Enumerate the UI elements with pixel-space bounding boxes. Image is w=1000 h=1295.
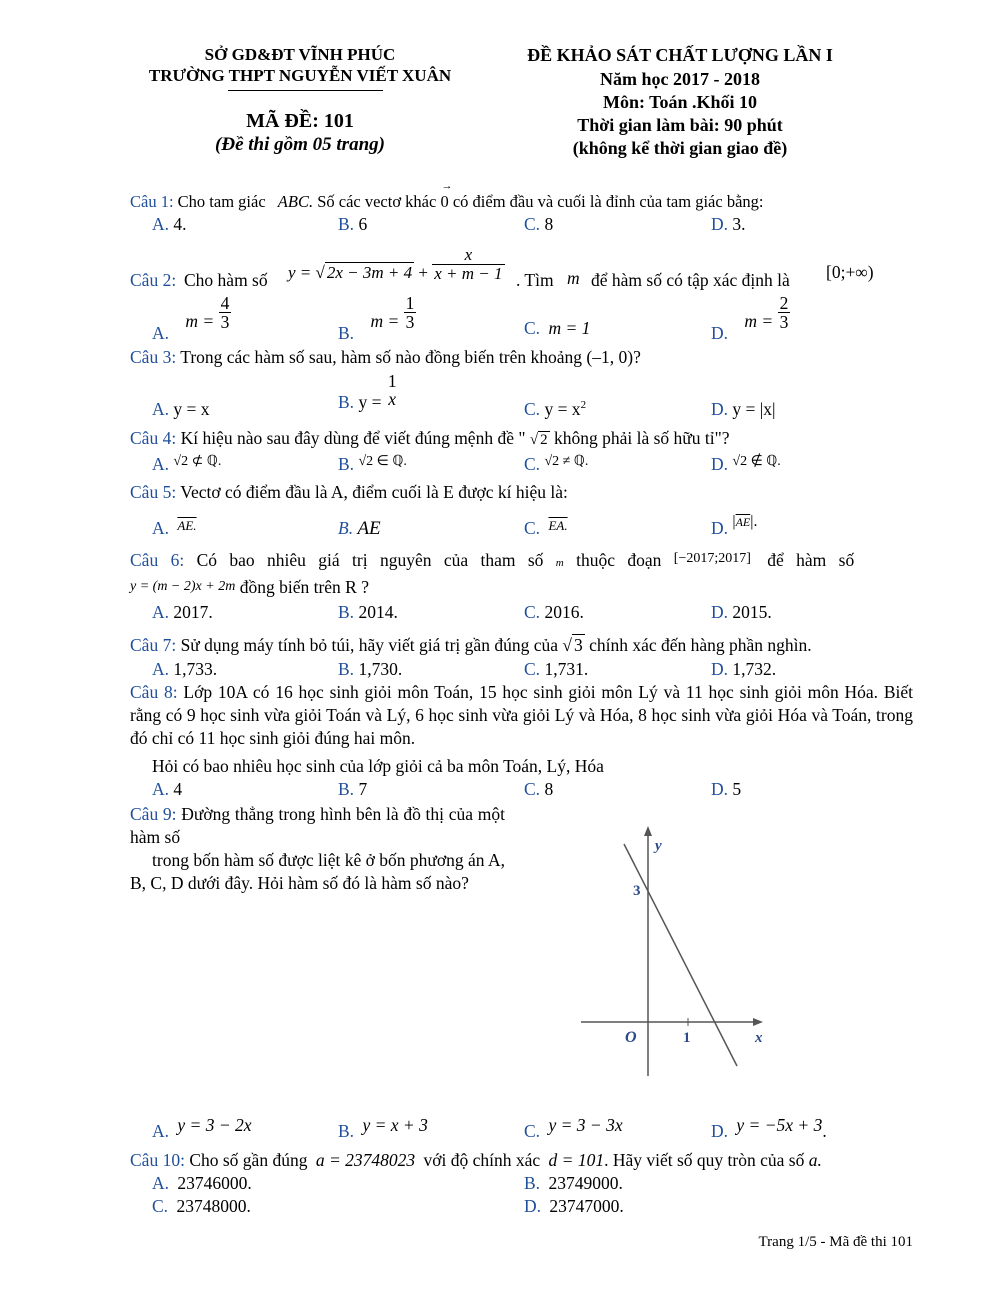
q7-option-a[interactable]: A. 1,733. bbox=[152, 659, 218, 679]
q8-label: Câu 8: bbox=[130, 682, 178, 702]
q2-option-b[interactable]: B. m = $\frac{1}{3}$ bbox=[338, 293, 415, 343]
question-10 bbox=[130, 1150, 822, 1171]
school-name: TRƯỜNG THPT NGUYỄN VIẾT XUÂN bbox=[148, 66, 452, 85]
q7-option-b[interactable]: B. 1,730. bbox=[338, 659, 403, 679]
question-1 bbox=[130, 180, 764, 212]
q10-option-b[interactable]: B. 23749000. bbox=[524, 1173, 623, 1193]
pages-note: (Đề thi gồm 05 trang) bbox=[215, 134, 385, 155]
q4-option-d[interactable]: D. $^{√2 \notin ℚ.}$ bbox=[711, 454, 781, 474]
q7-option-d[interactable]: D. 1,732. bbox=[711, 659, 777, 679]
time-limit: Thời gian làm bài: 90 phút bbox=[577, 115, 783, 135]
x-axis-label: x bbox=[755, 1030, 763, 1046]
q9-graph bbox=[577, 820, 767, 1080]
q10-text-a: Cho số gần đúng bbox=[189, 1150, 308, 1170]
q5-text: Vectơ có điểm đầu là A, điểm cuối là E được kí hiệu là: bbox=[180, 482, 568, 502]
q7-text-a: Sử dụng máy tính bỏ túi, hãy viết giá trị gần đúng của bbox=[180, 635, 558, 655]
origin-label: O bbox=[625, 1029, 637, 1046]
question-6 bbox=[130, 550, 854, 571]
q7-sqrt3: √ 3 bbox=[562, 635, 583, 655]
page-footer: Trang 1/5 - Mã đề thi 101 bbox=[758, 1234, 913, 1250]
q8-option-a[interactable]: A. 4 bbox=[152, 779, 183, 799]
exam-code: MÃ ĐỀ: 101 bbox=[246, 110, 354, 132]
q4-label: Câu 4: bbox=[130, 428, 177, 448]
q1-label: Câu 1: bbox=[130, 192, 174, 211]
question-7 bbox=[130, 635, 812, 656]
q10-a-symbol: a. bbox=[808, 1150, 822, 1170]
q4-text-a: Kí hiệu nào sau đây dùng để viết đúng mệnh đề " bbox=[180, 428, 526, 448]
q8-option-c[interactable]: C. 8 bbox=[524, 779, 554, 799]
q3-label: Câu 3: bbox=[130, 347, 177, 367]
q2-label: Câu 2: bbox=[130, 270, 177, 290]
y-axis-label: y bbox=[655, 838, 662, 854]
q1-text-b: Số các vectơ khác bbox=[317, 192, 437, 211]
y-axis-arrow bbox=[644, 826, 652, 836]
q3-option-b[interactable]: B. y = 1 x bbox=[338, 371, 397, 413]
header-divider bbox=[228, 90, 383, 91]
q10-a-value: a = 23748023 bbox=[315, 1150, 416, 1170]
q7-text-b: chính xác đến hàng phần nghìn. bbox=[589, 635, 812, 655]
question-6-line2 bbox=[130, 577, 369, 598]
question-8 bbox=[130, 681, 913, 750]
q1-text-c: có điểm đầu và cuối là đỉnh của tam giác bằng: bbox=[452, 192, 764, 211]
q9-option-a[interactable]: A. y = 3 − 2x bbox=[152, 1115, 252, 1141]
q9-label: Câu 9: bbox=[130, 804, 177, 824]
question-4 bbox=[130, 428, 730, 449]
question-8-line2 bbox=[152, 756, 604, 777]
q10-text-b: với độ chính xác bbox=[423, 1150, 541, 1170]
q8-text2: Hỏi có bao nhiêu học sinh của lớp giỏi cả ba môn Toán, Lý, Hóa bbox=[152, 756, 604, 776]
q9-option-b[interactable]: B. y = x + 3 bbox=[338, 1115, 428, 1141]
school-year: Năm học 2017 - 2018 bbox=[600, 69, 760, 89]
q3-text: Trong các hàm số sau, hàm số nào đồng biến trên khoảng (–1, 0)? bbox=[180, 347, 641, 367]
q1-text-a: Cho tam giác bbox=[177, 192, 266, 211]
q9-option-d[interactable]: D. y = −5x + 3. bbox=[711, 1115, 827, 1141]
q6-text-c: để hàm số bbox=[767, 550, 855, 570]
q4-option-a[interactable]: A. $^{√2 ⊄ ℚ.}$ bbox=[152, 454, 222, 474]
x-axis-arrow bbox=[753, 1018, 763, 1026]
q5-option-d[interactable]: D. $|\overline{AE}|$. bbox=[711, 513, 758, 538]
q10-option-a[interactable]: A. 23746000. bbox=[152, 1173, 252, 1193]
subject: Môn: Toán .Khối 10 bbox=[602, 92, 758, 112]
q5-option-b[interactable]: B. AE bbox=[338, 518, 381, 539]
q3-option-a[interactable]: A. y = x bbox=[152, 399, 210, 419]
q2-text-a: Cho hàm số bbox=[184, 270, 268, 290]
q8-option-b[interactable]: B. 7 bbox=[338, 779, 368, 799]
q2-text-b: . Tìm bbox=[516, 270, 554, 290]
q3-option-c[interactable]: C. $y = x^2$ bbox=[524, 399, 587, 419]
q10-d-value: d = 101 bbox=[548, 1150, 605, 1170]
tick-label-x-1: 1 bbox=[683, 1030, 691, 1046]
q9-text2: trong bốn hàm số được liệt kê ở bốn phương án A, B, C, D dưới đây. Hỏi hàm số đó là hàm số nào? bbox=[130, 850, 505, 893]
q10-label: Câu 10: bbox=[130, 1150, 185, 1170]
exam-title: ĐỀ KHẢO SÁT CHẤT LƯỢNG LẦN I bbox=[527, 45, 833, 65]
q1-zero-vector: 0 → bbox=[440, 180, 453, 211]
q1-option-c[interactable]: C. 8 bbox=[524, 214, 554, 234]
question-9 bbox=[130, 803, 505, 849]
question-5 bbox=[130, 482, 568, 503]
q7-option-c[interactable]: C. 1,731. bbox=[524, 659, 589, 679]
q2-text-c: để hàm số có tập xác định là bbox=[591, 270, 790, 290]
q6-option-c[interactable]: C. 2016. bbox=[524, 602, 584, 622]
q6-text-b: thuộc đoạn bbox=[576, 550, 662, 570]
q10-option-d[interactable]: D. 23747000. bbox=[524, 1196, 624, 1216]
question-9-line2 bbox=[130, 849, 505, 895]
question-3 bbox=[130, 347, 641, 368]
q4-sqrt2: √ 2 bbox=[529, 432, 548, 448]
tick-label-y-3: 3 bbox=[633, 883, 641, 899]
q6-option-a[interactable]: A. 2017. bbox=[152, 602, 213, 622]
q2-domain: [0;+∞) bbox=[826, 262, 874, 282]
q6-option-b[interactable]: B. 2014. bbox=[338, 602, 398, 622]
q4-option-c[interactable]: C. $^{√2 \ne ℚ.}$ bbox=[524, 454, 589, 474]
q4-option-b[interactable]: B. $^{√2 \in ℚ.}$ bbox=[338, 454, 407, 474]
q6-option-d[interactable]: D. 2015. bbox=[711, 602, 772, 622]
q2-m: m bbox=[567, 268, 580, 288]
q1-option-b[interactable]: B. 6 bbox=[338, 214, 368, 234]
graph-line bbox=[624, 844, 737, 1066]
q8-option-d[interactable]: D. 5 bbox=[711, 779, 742, 799]
q1-triangle: ABC. bbox=[277, 192, 314, 211]
q6-interval: [−2017;2017] bbox=[673, 551, 751, 566]
q9-text: Đường thẳng trong hình bên là đồ thị của một hàm số bbox=[130, 804, 505, 847]
q9-option-c[interactable]: C. y = 3 − 3x bbox=[524, 1115, 623, 1141]
q10-text-c: . Hãy viết số quy tròn của số bbox=[604, 1150, 805, 1170]
q5-option-c[interactable]: C. $^{EA.}$ bbox=[524, 518, 568, 538]
q2-option-d[interactable]: D. m = $\frac{2}{3}$ bbox=[711, 293, 789, 343]
dept-name: SỞ GD&ĐT VĨNH PHÚC bbox=[204, 45, 396, 64]
q5-option-a[interactable]: A. $^{AE.}$ bbox=[152, 518, 197, 538]
q4-text-b: không phải là số hữu tỉ"? bbox=[553, 428, 730, 448]
q6-text-a: Có bao nhiêu giá trị nguyên của tham số bbox=[196, 550, 544, 570]
q2-option-c[interactable]: C. m = 1 bbox=[524, 318, 591, 338]
q6-text-d: đồng biến trên R ? bbox=[239, 577, 369, 597]
q6-label: Câu 6: bbox=[130, 550, 185, 570]
q8-text: Lớp 10A có 16 học sinh giỏi môn Toán, 15 học sinh giỏi môn Lý và 11 học sinh giỏi môn Hóa. Biết rằng có 9 học sinh vừa giỏi Toán và Lý, 6 học sinh vừa giỏi Lý và Hóa, 8 học sinh vừa giỏi Hóa và Toán, trong đó chỉ có 11 học sinh giỏi đúng hai môn. bbox=[130, 682, 914, 748]
q10-option-c[interactable]: C. 23748000. bbox=[152, 1196, 251, 1216]
q7-label: Câu 7: bbox=[130, 635, 177, 655]
q5-label: Câu 5: bbox=[130, 482, 177, 502]
q6-function: y = (m − 2)x + 2m bbox=[130, 579, 236, 594]
q6-m: m bbox=[555, 557, 564, 569]
q1-option-d[interactable]: D. 3. bbox=[711, 214, 746, 234]
q2-function: y = √ 2x − 3m + 4 + $\frac{x}{x + m - 1}$ bbox=[288, 245, 503, 283]
q3-option-d[interactable]: D. y = |x| bbox=[711, 399, 776, 419]
q2-option-a[interactable]: A. m = $\frac{4}{3}$ bbox=[152, 293, 230, 343]
q1-option-a[interactable]: A. 4. bbox=[152, 214, 187, 234]
time-note: (không kể thời gian giao đề) bbox=[572, 138, 788, 158]
